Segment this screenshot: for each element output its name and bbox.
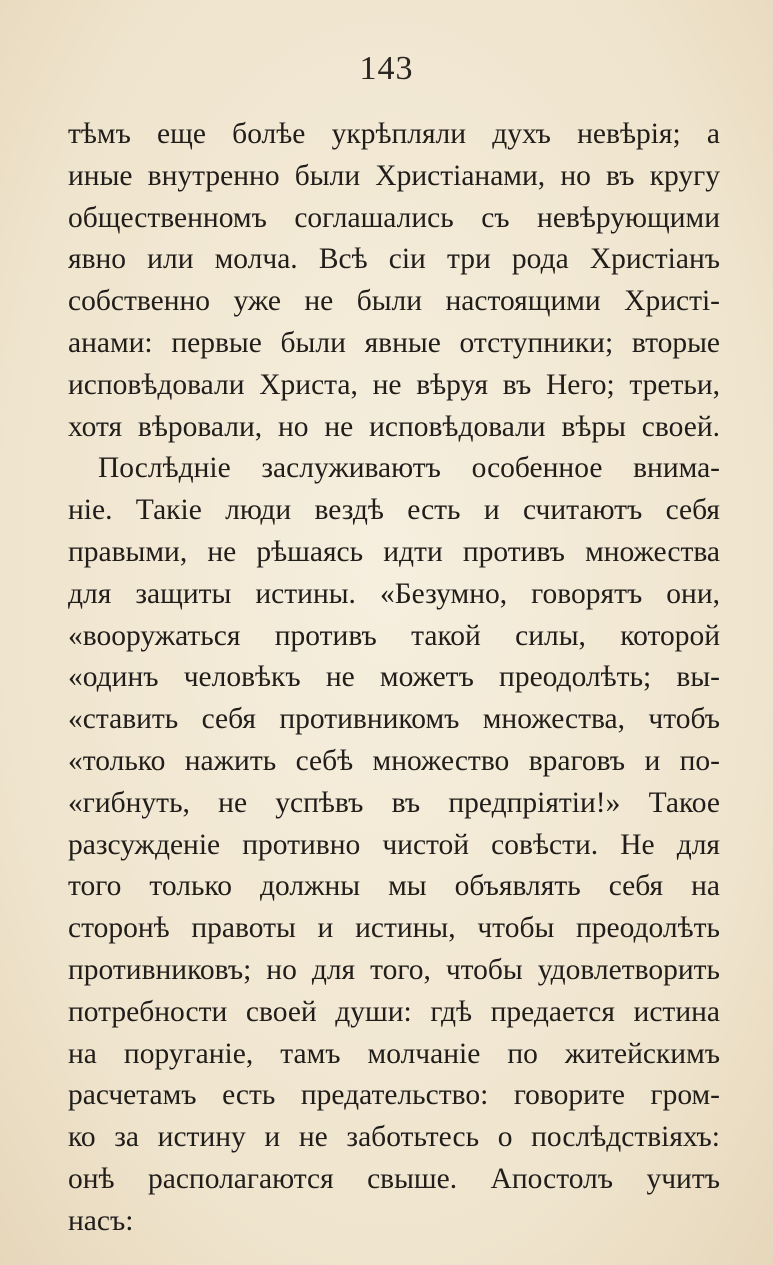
text-line: для защиты истины. «Безумно, говорятъ они, — [68, 577, 720, 610]
text-line: на поруганіе, тамъ молчаніе по житейскимъ — [68, 1037, 720, 1070]
text-line: хотя вѣровали, но не исповѣдовали вѣры своей. — [68, 410, 720, 443]
text-line: «только нажить себѣ множество враговъ и по- — [68, 744, 720, 777]
text-line: ніе. Такіе люди вездѣ есть и считаютъ себя — [68, 494, 720, 527]
text-line: онѣ располагаются свыше. Апостолъ учитъ — [68, 1162, 720, 1195]
text-line: сторонѣ правоты и истины, чтобы преодолѣть — [68, 912, 720, 945]
text-line: противниковъ; но для того, чтобы удовлетворить — [68, 953, 720, 986]
text-line: иные внутренно были Христіанами, но въ кругу — [68, 159, 720, 192]
text-line: расчетамъ есть предательство: говорите гром- — [68, 1079, 720, 1112]
text-line: «гибнуть, не успѣвъ въ предпріятіи!» Такое — [68, 786, 720, 819]
text-line: потребности своей души: гдѣ предается истина — [68, 995, 720, 1028]
text-line: ко за истину и не заботьтесь о послѣдствіяхъ: — [68, 1121, 720, 1154]
text-line: «одинъ человѣкъ не можетъ преодолѣть; вы- — [68, 661, 720, 694]
text-line: общественномъ соглашались съ невѣрующими — [68, 201, 720, 234]
page-number: 143 — [359, 50, 414, 87]
body-text — [68, 114, 720, 1243]
text-line: насъ: — [68, 1204, 134, 1237]
text-line: анами: первые были явные отступники; вторые — [68, 326, 720, 359]
text-line: явно или молча. Всѣ сіи три рода Христіанъ — [68, 243, 720, 276]
text-line: исповѣдовали Христа, не вѣруя въ Него; третьи, — [68, 368, 720, 401]
text-line: тѣмъ еще болѣе укрѣпляли духъ невѣрія; а — [68, 118, 720, 150]
text-line: Послѣдніе заслуживаютъ особенное внима- — [98, 452, 720, 485]
text-line: «ставить себя противникомъ множества, чтобъ — [68, 703, 720, 736]
text-line: разсужденіе противно чистой совѣсти. Не для — [68, 828, 720, 861]
text-line: правыми, не рѣшаясь идти противъ множества — [68, 535, 720, 568]
text-line: собственно уже не были настоящими Христі- — [68, 285, 720, 318]
text-line: того только должны мы объявлять себя на — [68, 870, 720, 903]
text-line: «вооружаться противъ такой силы, которой — [68, 619, 720, 652]
